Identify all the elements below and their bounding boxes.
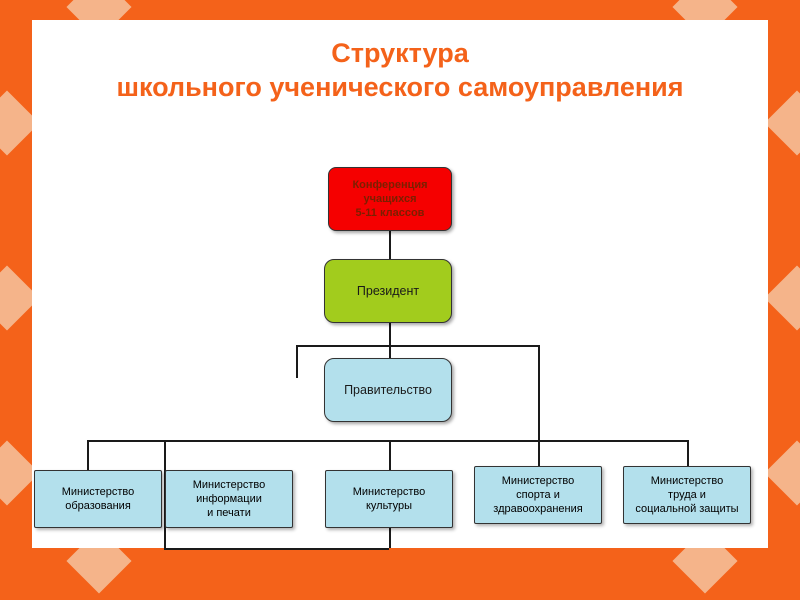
node-conference[interactable]: [328, 167, 452, 231]
connector-ministries-bus: [87, 440, 687, 442]
node-conference-line-1: Конференция: [352, 179, 428, 191]
node-ministry-culture[interactable]: [325, 470, 453, 528]
node-ministry-information-line-2: информации: [196, 493, 262, 505]
node-ministry-labor-line-1: Министерство: [650, 475, 724, 487]
node-ministry-education[interactable]: [34, 470, 162, 528]
node-ministry-sport-health-label: [485, 474, 590, 516]
node-ministry-culture-line-2: культуры: [365, 500, 413, 512]
node-ministry-education-line-2: образования: [65, 500, 131, 512]
slide-canvas: [32, 20, 768, 548]
connector-government-left-stub: [296, 373, 298, 378]
node-ministry-labor-label: [627, 474, 746, 516]
node-ministry-information[interactable]: [165, 470, 293, 528]
node-conference-line-3: 5-11 классов: [355, 207, 425, 219]
node-president[interactable]: [324, 259, 452, 323]
node-ministry-information-label: [185, 478, 274, 520]
connector-bottom-bus: [164, 548, 389, 550]
node-ministry-sport-health[interactable]: [474, 466, 602, 524]
node-conference-line-2: учащихся: [363, 193, 417, 205]
title-line-1: Структура: [331, 38, 469, 68]
decorative-diamond-icon: [764, 90, 800, 155]
node-ministry-information-line-3: и печати: [207, 507, 251, 519]
connector-government-left-drop: [296, 345, 298, 373]
node-government-label: Правительство: [344, 383, 432, 397]
connector-ministry-education-drop: [87, 440, 89, 470]
connector-government-bus-top: [296, 345, 539, 347]
node-ministry-sport-line-3: здравоохранения: [493, 503, 583, 515]
title-line-2: школьного ученического самоуправления: [116, 72, 684, 102]
node-government[interactable]: [324, 358, 452, 422]
page-title: [32, 36, 768, 104]
node-ministry-sport-line-1: Министерство: [501, 475, 575, 487]
decorative-diamond-icon: [764, 265, 800, 330]
node-ministry-information-line-1: Министерство: [192, 479, 266, 491]
node-conference-label: [344, 178, 435, 220]
node-ministry-labor-line-2: труда и: [668, 489, 706, 501]
node-ministry-culture-label: [345, 485, 434, 513]
node-ministry-labor-line-3: социальной защиты: [635, 503, 739, 515]
node-ministry-education-label: [54, 485, 143, 513]
node-ministry-sport-line-2: спорта и: [516, 489, 560, 501]
node-ministry-education-line-1: Министерство: [61, 486, 135, 498]
node-ministry-labor[interactable]: [623, 466, 751, 524]
decorative-diamond-icon: [764, 440, 800, 505]
node-president-label: Президент: [356, 284, 420, 298]
node-ministry-culture-line-1: Министерство: [352, 486, 426, 498]
